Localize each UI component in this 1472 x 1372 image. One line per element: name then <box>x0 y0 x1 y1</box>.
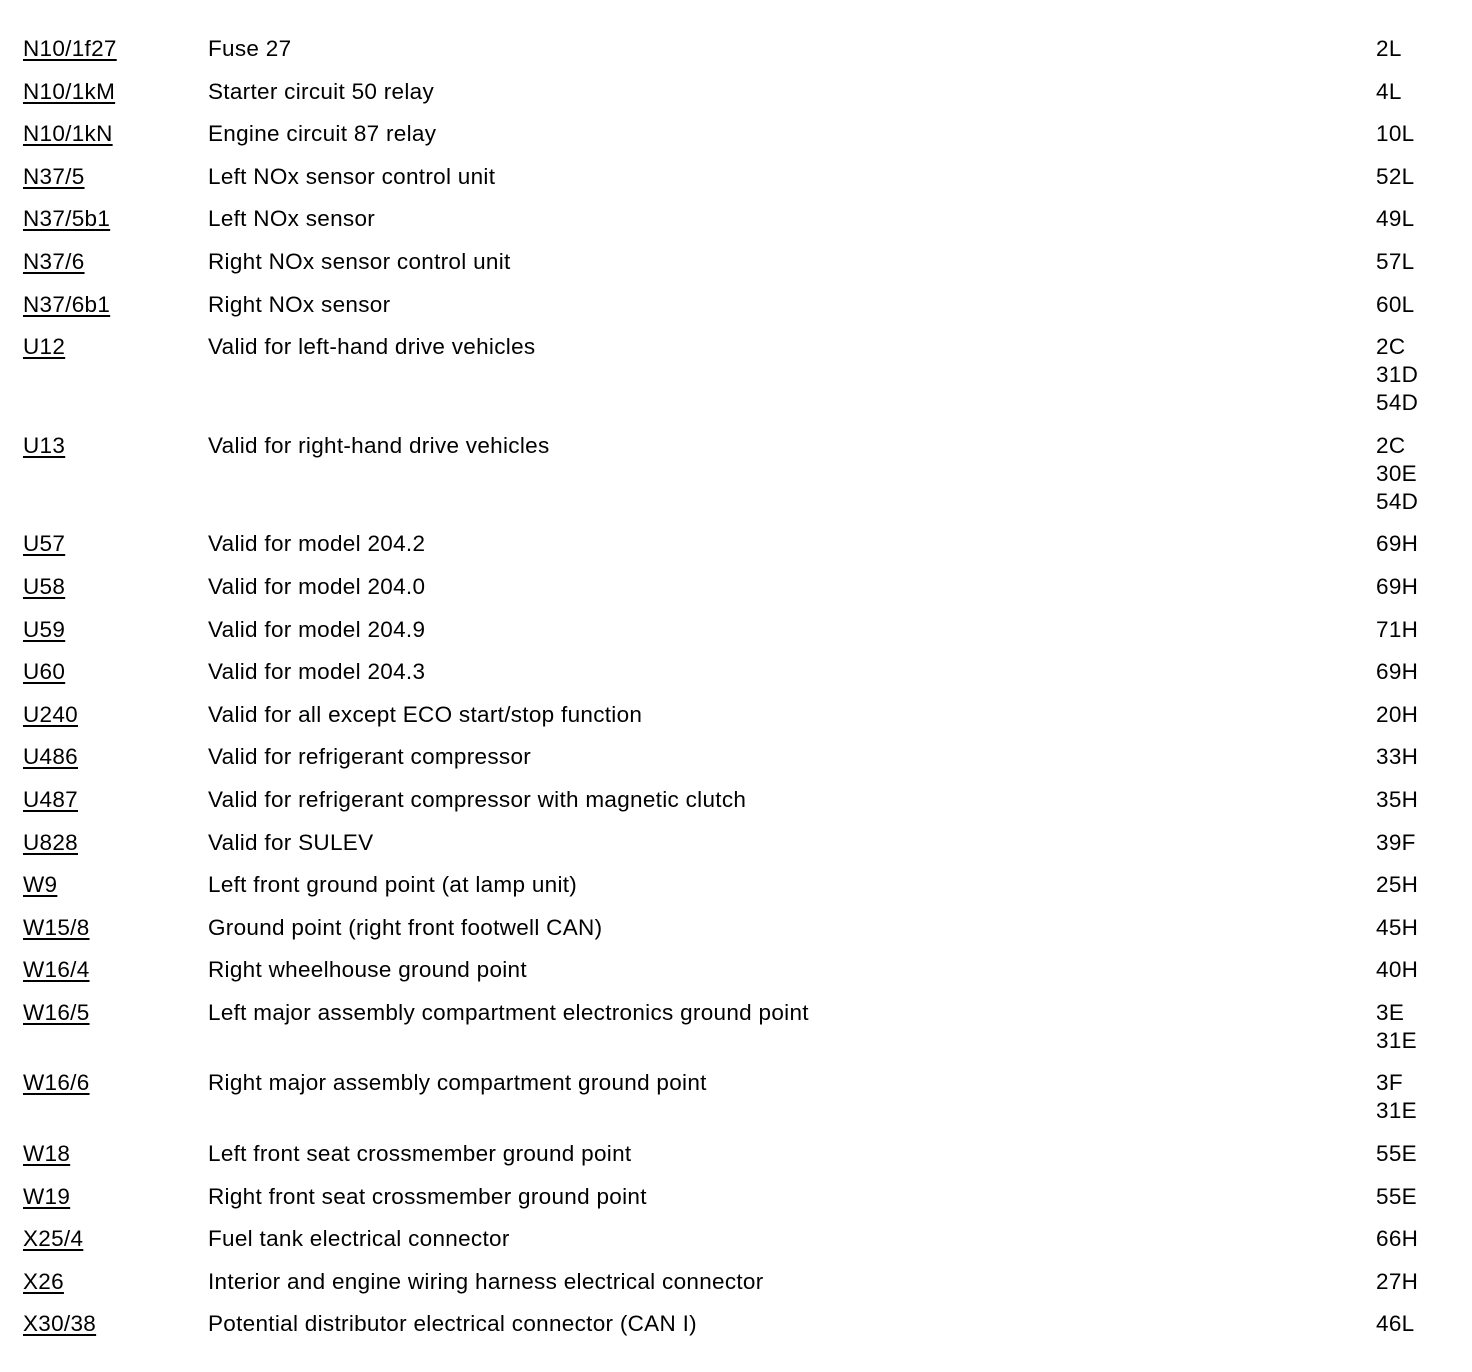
legend-row <box>0 31 1472 74</box>
grid-reference: 52L <box>1376 163 1415 189</box>
component-code-link[interactable]: X30/38 <box>23 1311 97 1337</box>
legend-row <box>0 782 1472 825</box>
legend-row <box>0 201 1472 244</box>
component-description: Fuse 27 <box>208 36 292 61</box>
legend-row <box>0 287 1472 330</box>
legend-row <box>0 74 1472 117</box>
component-code-link[interactable]: W18 <box>23 1141 71 1167</box>
grid-reference: 55E <box>1376 1183 1417 1209</box>
component-description: Valid for model 204.9 <box>208 616 426 642</box>
grid-reference: 31D <box>1376 362 1419 388</box>
grid-reference: 31E <box>1376 1098 1417 1124</box>
grid-references <box>1376 333 1418 417</box>
grid-reference: 10L <box>1376 121 1415 147</box>
component-code-link[interactable]: U240 <box>23 701 78 727</box>
component-description: Starter circuit 50 relay <box>208 78 435 104</box>
grid-reference: 2C <box>1376 432 1406 458</box>
grid-references <box>1376 205 1414 233</box>
component-description: Potential distributor electrical connector (CAN I) <box>208 1311 697 1337</box>
grid-reference: 71H <box>1376 616 1419 642</box>
component-description: Fuel tank electrical connector <box>208 1226 510 1252</box>
grid-reference: 35H <box>1376 786 1419 812</box>
grid-references <box>1376 530 1418 558</box>
component-description: Right wheelhouse ground point <box>208 957 527 983</box>
grid-reference: 49L <box>1376 206 1415 232</box>
component-code-link[interactable]: N37/6 <box>23 248 85 274</box>
component-code-link[interactable]: W15/8 <box>23 914 90 940</box>
component-code-link[interactable]: X26 <box>23 1268 64 1294</box>
component-description: Valid for left-hand drive vehicles <box>208 334 536 360</box>
component-description: Right major assembly compartment ground point <box>208 1070 707 1096</box>
component-description: Left NOx sensor control unit <box>208 163 496 189</box>
legend-row <box>0 526 1472 569</box>
grid-reference: 33H <box>1376 744 1419 770</box>
grid-references <box>1376 1225 1418 1253</box>
grid-reference: 55E <box>1376 1141 1417 1167</box>
component-description: Right NOx sensor control unit <box>208 248 511 274</box>
legend-row <box>0 995 1472 1066</box>
grid-reference: 45H <box>1376 914 1419 940</box>
grid-references <box>1376 956 1418 984</box>
component-code-link[interactable]: N37/5b1 <box>23 206 111 232</box>
legend-row <box>0 612 1472 655</box>
grid-references <box>1376 1268 1418 1296</box>
grid-references <box>1376 1140 1417 1168</box>
grid-reference: 4L <box>1376 78 1402 104</box>
component-description: Valid for model 204.0 <box>208 573 426 599</box>
grid-references <box>1376 432 1418 516</box>
grid-references <box>1376 829 1416 857</box>
component-code-link[interactable]: U13 <box>23 432 66 458</box>
component-description: Valid for SULEV <box>208 829 374 855</box>
component-description: Right front seat crossmember ground point <box>208 1183 647 1209</box>
legend-row <box>0 910 1472 953</box>
component-code-link[interactable]: W19 <box>23 1183 71 1209</box>
grid-references <box>1376 248 1414 276</box>
component-description: Left front seat crossmember ground point <box>208 1141 632 1167</box>
legend-row <box>0 159 1472 202</box>
grid-reference: 27H <box>1376 1268 1419 1294</box>
legend-row <box>0 1065 1472 1136</box>
legend-row <box>0 697 1472 740</box>
grid-reference: 40H <box>1376 957 1419 983</box>
component-code-link[interactable]: N10/1kM <box>23 78 116 104</box>
grid-references <box>1376 573 1418 601</box>
component-code-link[interactable]: U828 <box>23 829 78 855</box>
grid-references <box>1376 1069 1417 1125</box>
grid-references <box>1376 1310 1414 1338</box>
legend-row <box>0 654 1472 697</box>
legend-row <box>0 867 1472 910</box>
component-description: Valid for model 204.2 <box>208 531 426 557</box>
grid-reference: 2C <box>1376 334 1406 360</box>
legend-row <box>0 116 1472 159</box>
grid-references <box>1376 163 1414 191</box>
component-description: Left front ground point (at lamp unit) <box>208 872 578 898</box>
component-description: Valid for right-hand drive vehicles <box>208 432 550 458</box>
legend-row <box>0 1136 1472 1179</box>
component-code-link[interactable]: N37/6b1 <box>23 291 111 317</box>
component-description: Valid for refrigerant compressor with magnetic clutch <box>208 786 747 812</box>
grid-references <box>1376 999 1417 1055</box>
component-code-link[interactable]: U59 <box>23 616 66 642</box>
component-description: Right NOx sensor <box>208 291 391 317</box>
grid-reference: 69H <box>1376 573 1419 599</box>
component-code-link[interactable]: W16/5 <box>23 999 90 1025</box>
grid-reference: 69H <box>1376 659 1419 685</box>
component-description: Left NOx sensor <box>208 206 376 232</box>
grid-references <box>1376 743 1418 771</box>
component-code-link[interactable]: U60 <box>23 659 66 685</box>
grid-reference: 3E <box>1376 999 1405 1025</box>
grid-references <box>1376 78 1402 106</box>
legend-row <box>0 1179 1472 1222</box>
legend-row <box>0 428 1472 527</box>
legend-table <box>0 31 1472 1349</box>
grid-reference: 57L <box>1376 248 1415 274</box>
grid-references <box>1376 120 1414 148</box>
legend-row <box>0 1264 1472 1307</box>
legend-row <box>0 825 1472 868</box>
grid-reference: 60L <box>1376 291 1415 317</box>
component-code-link[interactable]: U57 <box>23 531 66 557</box>
component-code-link[interactable]: U486 <box>23 744 78 770</box>
grid-references <box>1376 786 1418 814</box>
component-description: Ground point (right front footwell CAN) <box>208 914 603 940</box>
grid-references <box>1376 291 1414 319</box>
grid-reference: 54D <box>1376 390 1419 416</box>
component-description: Valid for model 204.3 <box>208 659 426 685</box>
grid-reference: 3F <box>1376 1070 1403 1096</box>
grid-references <box>1376 701 1418 729</box>
component-code-link[interactable]: U58 <box>23 573 66 599</box>
legend-row <box>0 1306 1472 1349</box>
legend-row <box>0 1221 1472 1264</box>
grid-reference: 54D <box>1376 488 1419 514</box>
component-description: Interior and engine wiring harness electrical connector <box>208 1268 764 1294</box>
legend-row <box>0 952 1472 995</box>
component-code-link[interactable]: N37/5 <box>23 163 85 189</box>
component-code-link[interactable]: X25/4 <box>23 1226 84 1252</box>
component-code-link[interactable]: N10/1kN <box>23 121 113 147</box>
legend-row <box>0 739 1472 782</box>
component-description: Engine circuit 87 relay <box>208 121 437 147</box>
grid-reference: 69H <box>1376 531 1419 557</box>
legend-row <box>0 329 1472 428</box>
component-description: Valid for refrigerant compressor <box>208 744 532 770</box>
component-code-link[interactable]: W16/4 <box>23 957 90 983</box>
grid-reference: 31E <box>1376 1027 1417 1053</box>
component-code-link[interactable]: W16/6 <box>23 1070 90 1096</box>
grid-reference: 25H <box>1376 872 1419 898</box>
component-code-link[interactable]: N10/1f27 <box>23 36 117 61</box>
component-code-link[interactable]: U12 <box>23 334 66 360</box>
component-code-link[interactable]: W9 <box>23 872 58 898</box>
grid-reference: 39F <box>1376 829 1416 855</box>
grid-references <box>1376 914 1418 942</box>
grid-reference: 30E <box>1376 460 1417 486</box>
component-code-link[interactable]: U487 <box>23 786 78 812</box>
component-description: Valid for all except ECO start/stop function <box>208 701 643 727</box>
grid-references <box>1376 658 1418 686</box>
grid-reference: 46L <box>1376 1311 1415 1337</box>
grid-references <box>1376 35 1402 63</box>
legend-row <box>0 244 1472 287</box>
component-description: Left major assembly compartment electronics ground point <box>208 999 809 1025</box>
grid-references <box>1376 1183 1417 1211</box>
grid-references <box>1376 871 1418 899</box>
legend-row <box>0 569 1472 612</box>
grid-reference: 20H <box>1376 701 1419 727</box>
grid-references <box>1376 616 1418 644</box>
grid-reference: 2L <box>1376 36 1402 61</box>
grid-reference: 66H <box>1376 1226 1419 1252</box>
